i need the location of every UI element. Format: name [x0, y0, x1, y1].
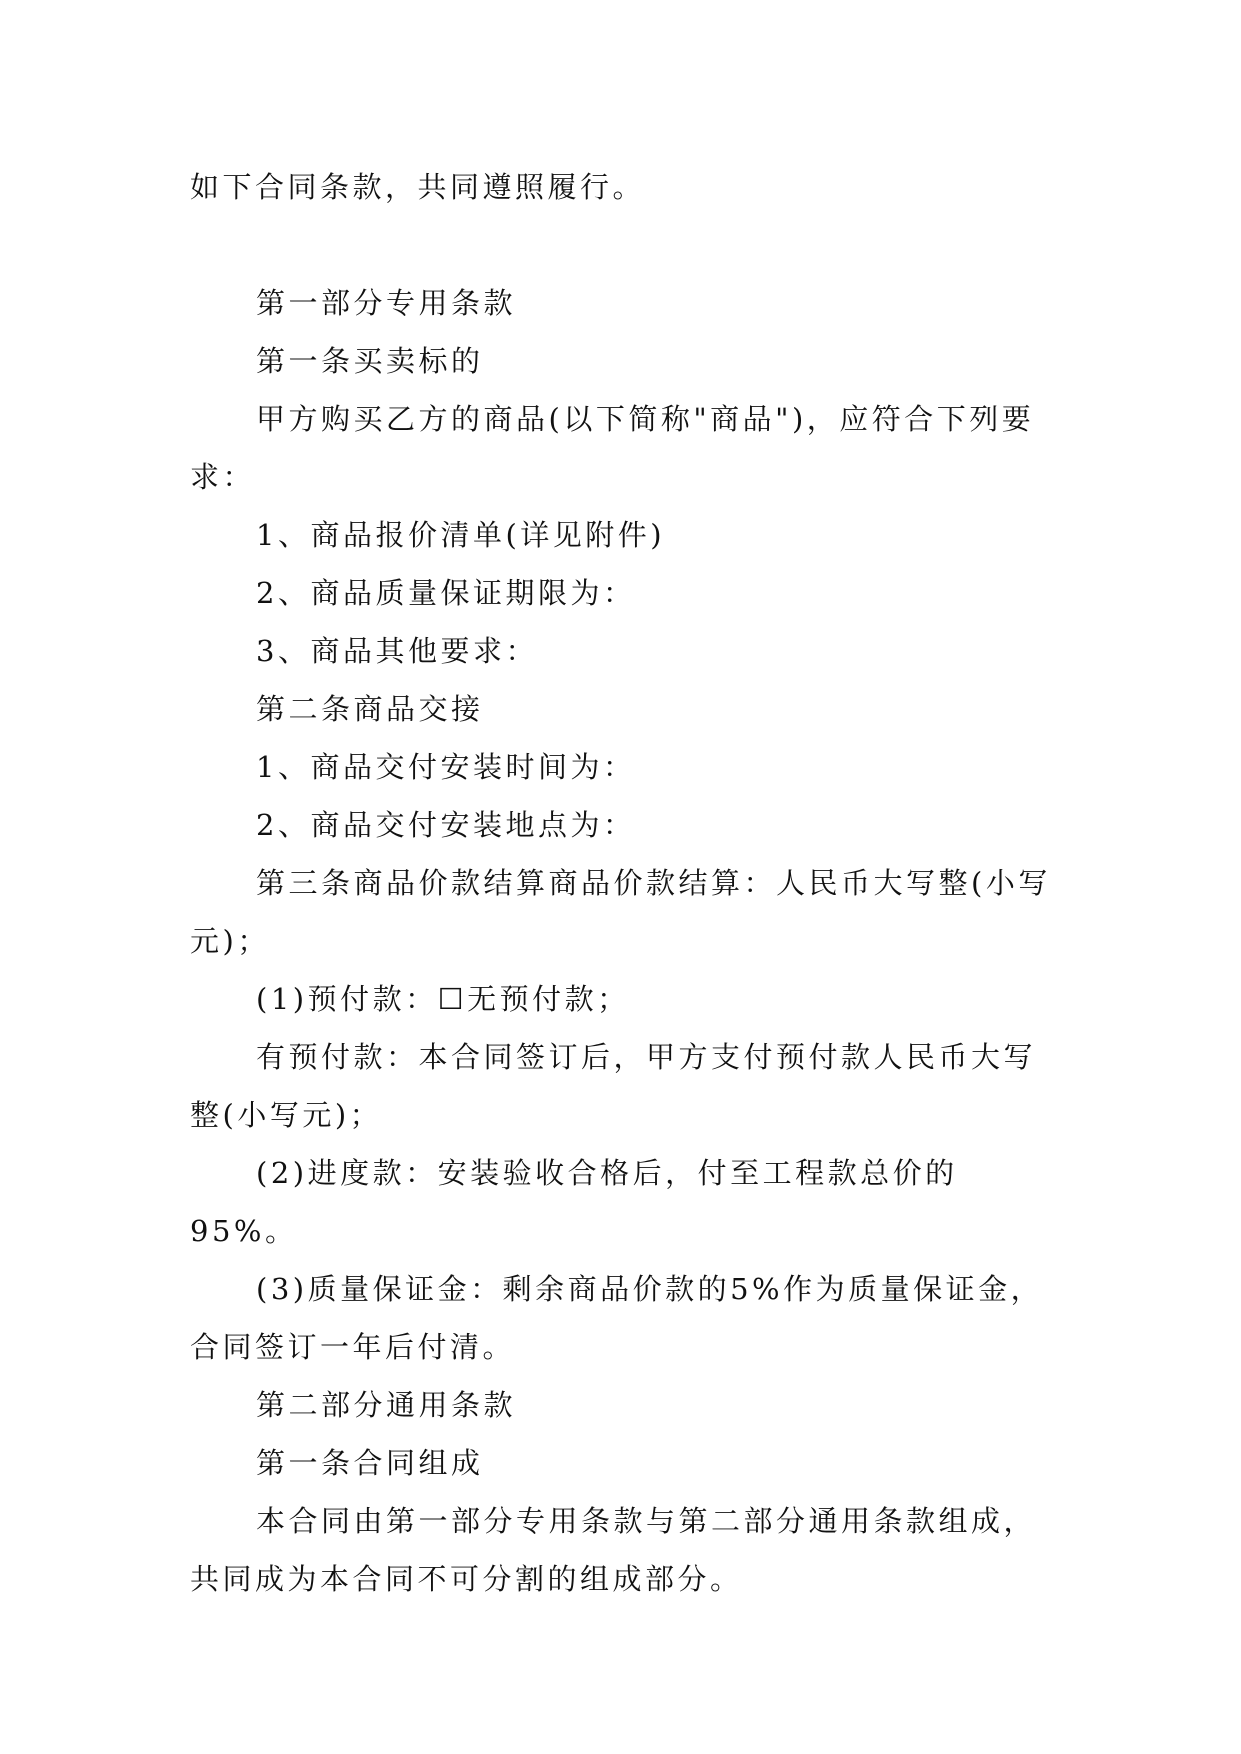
paragraph-composition: 本合同由第一部分专用条款与第二部分通用条款组成，共同成为本合同不可分割的组成部分。 [190, 1504, 1037, 1596]
section-heading-part-one: 第一部分专用条款 [256, 286, 517, 320]
article-heading-composition: 第一条合同组成 [256, 1446, 484, 1480]
list-item-price-list: 1、商品报价清单(详见附件) [256, 518, 666, 552]
list-item-other-requirements: 3、商品其他要求： [256, 634, 538, 668]
list-item-delivery-time: 1、商品交付安装时间为： [256, 750, 636, 784]
section-heading-part-two: 第二部分通用条款 [256, 1388, 517, 1422]
paragraph-opening: 如下合同条款，共同遵照履行。 [190, 170, 646, 204]
paragraph-requirements: 甲方购买乙方的商品(以下简称"商品")，应符合下列要求： [190, 402, 1035, 494]
article-heading-settlement: 第三条商品价款结算商品价款结算：人民币大写整(小写元)； [190, 866, 1051, 958]
article-heading-subject: 第一条买卖标的 [256, 344, 484, 378]
list-item-delivery-location: 2、商品交付安装地点为： [256, 808, 636, 842]
list-item-quality-deposit: (3)质量保证金：剩余商品价款的5%作为质量保证金，合同签订一年后付清。 [190, 1272, 1044, 1364]
list-item-advance-payment: (1)预付款：☐无预付款； [256, 982, 630, 1016]
article-heading-delivery: 第二条商品交接 [256, 692, 484, 726]
list-item-progress-payment: (2)进度款：安装验收合格后，付至工程款总价的95%。 [190, 1156, 958, 1248]
paragraph-advance-payment-detail: 有预付款：本合同签订后，甲方支付预付款人民币大写整(小写元)； [190, 1040, 1037, 1132]
document-body [190, 158, 1052, 1608]
paragraph-spacer [190, 216, 1052, 274]
list-item-warranty: 2、商品质量保证期限为： [256, 576, 636, 610]
